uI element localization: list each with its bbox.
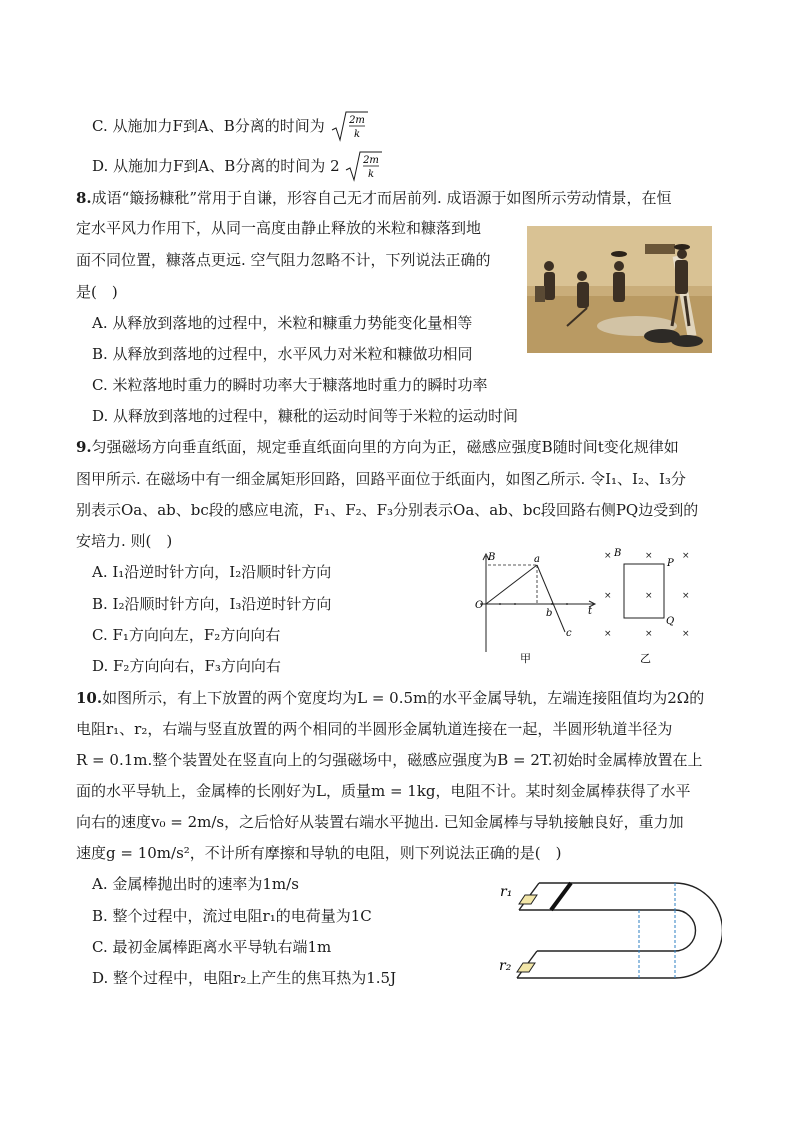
q10-stem-line-4: 面的水平导轨上，金属棒的长刚好为L，质量m = 1kg，电阻不计。某时刻金属棒获得了水平 [76,782,691,800]
q7-option-d-coef: 2 [330,157,340,175]
field-mark: × [604,591,612,601]
q10-number: 10. [76,689,103,707]
field-label-b: B [614,548,622,559]
q10-option-c: C. 最初金属棒距离水平导轨右端1m [92,938,332,956]
q9-option-a: A. I₁沿逆时针方向，I₂沿顺时针方向 [92,563,332,581]
q8-option-a: A. 从释放到落地的过程中，米粒和糠重力势能变化量相等 [92,314,473,332]
sqrt-denominator: k [353,129,360,140]
corner-label-p: P [667,558,674,569]
b-t-graph-figure [470,548,600,668]
q10-stem-line-6: 速度g = 10m/s²，不计所有摩擦和导轨的电阻，则下列说法正确的是( ) [76,844,562,862]
winnowing-painting-image [527,226,712,353]
q10-stem-line-2: 电阻r₁、r₂，右端与竖直放置的两个相同的半圆形金属轨道连接在一起，半圆形轨道半径为 [76,720,673,738]
magnetic-field-loop-figure [600,546,700,668]
q9-number: 9. [76,438,92,456]
q8-number: 8. [76,189,92,207]
field-mark: × [645,629,653,639]
q10-stem-line-5: 向右的速度v₀ = 2m/s，之后恰好从装置右端水平抛出. 已知金属棒与导轨接触良好，重力加 [76,813,684,831]
q8-stem-line-2: 定水平风力作用下，从同一高度由静止释放的米粒和糠落到地 [76,219,482,237]
resistor-label-r2: r₂ [499,958,512,974]
q8-option-d: D. 从释放到落地的过程中，糠秕的运动时间等于米粒的运动时间 [92,407,519,425]
field-mark: × [645,551,653,561]
field-mark: × [682,629,690,639]
sqrt-expression [344,150,384,184]
sqrt-denominator: k [368,169,375,180]
q9-stem-line-1 [76,437,679,457]
q9-option-b: B. I₂沿顺时针方向，I₃沿逆时针方向 [92,595,332,613]
q10-stem-line-1 [76,688,704,708]
point-label-a: a [534,554,540,565]
q10-option-b: B. 整个过程中，流过电阻r₁的电荷量为1C [92,907,372,925]
q8-option-c: C. 米粒落地时重力的瞬时功率大于糠落地时重力的瞬时功率 [92,376,488,394]
q10-option-a: A. 金属棒抛出时的速率为1m/s [92,875,299,893]
q9-stem-line-2: 图甲所示. 在磁场中有一细金属矩形回路，回路平面位于纸面内，如图乙所示. 令I₁、I₂、I₃分 [76,470,686,488]
figure-caption-jia: 甲 [520,652,531,665]
field-mark: × [604,629,612,639]
resistor-label-r1: r₁ [500,884,513,900]
corner-label-q: Q [666,616,675,627]
q9-text-1: 匀强磁场方向垂直纸面，规定垂直纸面向里的方向为正，磁感应强度B随时间t变化规律如 [91,438,679,456]
field-mark: × [604,551,612,561]
q8-stem-line-4: 是( ) [76,283,118,301]
q7-option-d-text: D. 从施加力F到A、B分离的时间为 [92,157,326,175]
axis-label-t: t [588,606,593,617]
q9-option-c: C. F₁方向向左，F₂方向向右 [92,626,281,644]
q10-stem-line-3: R = 0.1m.整个装置处在竖直向上的匀强磁场中，磁感应强度为B = 2T.初始时金属棒放置在上 [76,751,703,769]
q7-option-c [92,110,370,144]
q8-stem-line-1 [76,188,672,208]
field-mark: × [682,591,690,601]
q7-option-d [92,150,384,184]
q9-stem-line-4: 安培力. 则( ) [76,532,173,550]
sqrt-numerator: 2m [348,115,365,126]
q8-text-1: 成语“簸扬糠秕”常用于自谦，形容自己无才而居前列. 成语源于如图所示劳动情景，在恒 [91,189,672,207]
q10-option-d: D. 整个过程中，电阻r₂上产生的焦耳热为1.5J [92,969,397,987]
rail-semicircle-figure [497,878,722,996]
field-mark: × [682,551,690,561]
point-label-c: c [566,628,572,639]
point-label-b: b [546,608,553,619]
q8-option-b: B. 从释放到落地的过程中，水平风力对米粒和糠做功相同 [92,345,473,363]
q7-option-c-text: C. 从施加力F到A、B分离的时间为 [92,117,325,135]
field-mark: × [645,591,653,601]
q9-stem-line-3: 别表示Oa、ab、bc段的感应电流，F₁、F₂、F₃分别表示Oa、ab、bc段回路右侧PQ边受到的 [76,501,699,519]
q8-stem-line-3: 面不同位置，糠落点更远. 空气阻力忽略不计，下列说法正确的 [76,251,491,269]
sqrt-numerator: 2m [363,155,380,166]
figure-caption-yi: 乙 [640,652,651,665]
sqrt-expression [330,110,370,144]
axis-label-b: B [488,552,496,563]
q9-option-d: D. F₂方向向右，F₃方向向右 [92,657,281,675]
q10-text-1: 如图所示，有上下放置的两个宽度均为L = 0.5m的水平金属导轨，左端连接阻值均为2Ω的 [102,689,705,707]
origin-label: O [475,600,484,611]
